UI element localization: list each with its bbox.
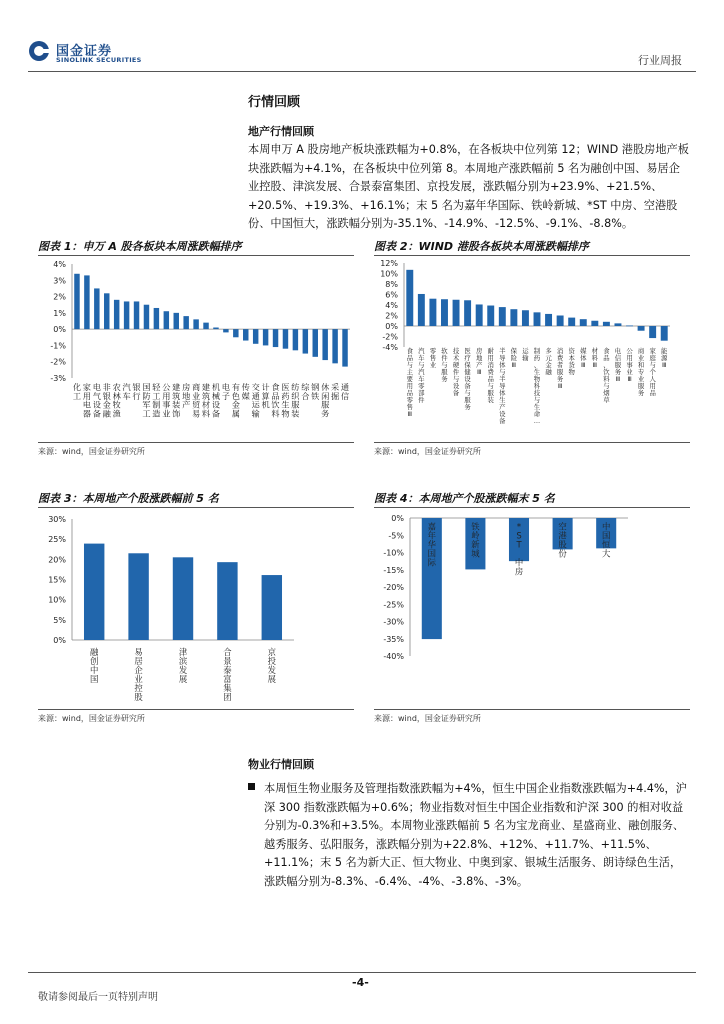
category-label: 机械设备 (211, 382, 221, 419)
bar (580, 319, 587, 326)
bar (94, 288, 99, 329)
subsection-title-services: 物业行情回顾 (248, 758, 314, 771)
category-label: 钢铁 (311, 382, 320, 401)
category-label: 软件与服务 (441, 347, 448, 383)
bar (193, 319, 198, 329)
y-tick-label: 25% (48, 535, 66, 545)
y-tick-label: 8% (385, 280, 398, 289)
bar (557, 316, 564, 327)
category-label: 非银金融 (102, 382, 111, 419)
category-label: 半导体与半导体生产设备 (499, 347, 506, 425)
bar (591, 321, 598, 326)
category-label: 家庭与个人用品 (649, 347, 656, 397)
category-label: 综合 (301, 382, 310, 401)
category-label: 能源 Ⅲ (661, 347, 668, 369)
bar (487, 306, 494, 326)
y-tick-label: 4% (53, 260, 66, 269)
category-label: 汽车 (122, 382, 131, 401)
category-label: 易居企业控股 (134, 647, 143, 702)
figure2-rule (374, 255, 690, 256)
category-label: 商业和专业服务 (637, 347, 645, 397)
bar (303, 329, 308, 353)
figure4-bottom-rule (374, 709, 690, 710)
brand-name-en: SINOLINK SECURITIES (56, 56, 142, 64)
y-tick-label: -25% (383, 600, 404, 610)
category-label: 融创中国 (90, 647, 99, 684)
bar (217, 562, 237, 640)
category-label: 制药、生物科技与生命… (533, 347, 541, 425)
figure1-title: 图表 1：申万 A 股各板块本周涨跌幅排序 (38, 240, 242, 253)
bar (164, 311, 169, 329)
category-label: 公用事业 (162, 382, 171, 419)
category-label: 运输 (522, 347, 529, 362)
figure2-source: 来源：wind，国金证券研究所 (374, 447, 481, 456)
bar (262, 575, 282, 640)
bar (510, 309, 517, 326)
category-label: 采掘 (331, 382, 340, 401)
bar (273, 329, 278, 347)
figure4-title: 图表 4：本周地产个股涨跌幅末 5 名 (374, 492, 555, 505)
bar (174, 313, 179, 329)
bar (124, 301, 129, 329)
bar (603, 322, 610, 326)
bar (464, 300, 471, 326)
y-tick-label: -3% (50, 374, 66, 383)
y-tick-label: 0% (53, 636, 66, 645)
bar (476, 304, 483, 326)
figure3-source: 来源：wind，国金证券研究所 (38, 714, 145, 723)
category-label: 食品、饮料与烟草 (603, 347, 610, 404)
category-label: 耐用消费品与服装 (487, 347, 494, 404)
bar (183, 316, 188, 329)
category-label: 商业贸易 (192, 382, 201, 419)
category-label: * S T 中房 (514, 521, 524, 577)
category-label: 保险 Ⅲ (510, 347, 518, 369)
bar (499, 307, 506, 326)
category-label: 通信 (340, 382, 350, 401)
category-label: 交通运输 (251, 382, 260, 419)
section-title: 行情回顾 (248, 95, 301, 110)
category-label: 医药生物 (281, 382, 290, 419)
footer-disclaimer: 敬请参阅最后一页特别声明 (38, 992, 158, 1003)
y-tick-label: -35% (383, 634, 404, 644)
bar (418, 294, 425, 326)
category-label: 休闲服务 (321, 382, 330, 419)
y-tick-label: -15% (383, 565, 404, 575)
bar (522, 310, 529, 326)
category-label: 计算机 (261, 382, 270, 410)
bar (293, 329, 298, 350)
y-tick-label: 15% (48, 575, 66, 585)
category-label: 电子 (221, 382, 230, 401)
bar (626, 325, 633, 326)
category-label: 食品饮料 (271, 382, 280, 419)
category-label: 有色金属 (231, 382, 240, 419)
chart-sw-a-share-sectors (38, 258, 354, 440)
figure4-rule (374, 507, 690, 508)
y-tick-label: 30% (48, 515, 66, 524)
bar (342, 329, 347, 366)
category-label: 铁岭新城 (471, 521, 480, 559)
category-label: 医疗保健设备与服务 (464, 347, 471, 411)
bar (649, 326, 656, 338)
y-tick-label: 2% (53, 292, 66, 302)
category-label: 房地产 Ⅲ (475, 347, 483, 376)
chart-bottom5-stocks (374, 510, 690, 708)
bar (263, 329, 268, 345)
bar (322, 329, 327, 360)
y-tick-label: 4% (385, 301, 398, 310)
bar (134, 301, 139, 329)
y-tick-label: -20% (383, 583, 404, 592)
figure3-bottom-rule (38, 709, 354, 710)
y-tick-label: 12% (380, 259, 398, 268)
brand-logo-icon (28, 40, 50, 62)
figure4-source: 来源：wind，国金证券研究所 (374, 714, 481, 723)
page-number: -4- (352, 976, 369, 989)
category-label: 资本货物 (568, 347, 575, 376)
y-tick-label: -2% (50, 357, 66, 367)
category-label: 传媒 (241, 382, 250, 401)
y-tick-label: 0% (53, 325, 66, 335)
bar (84, 544, 104, 640)
figure2-bottom-rule (374, 442, 690, 443)
bar (545, 314, 552, 326)
figure2-title: 图表 2：WIND 港股各板块本周涨跌幅排序 (374, 240, 589, 253)
category-label: 房地产 (182, 382, 191, 410)
y-tick-label: 10% (48, 595, 66, 605)
category-label: 多元金融 (545, 347, 552, 376)
bar (614, 323, 621, 326)
bar (243, 329, 248, 340)
bar (74, 274, 79, 329)
bar (203, 323, 208, 330)
category-label: 汽车与汽车零部件 (418, 347, 425, 404)
category-label: 建筑装饰 (172, 382, 181, 419)
y-tick-label: 20% (48, 555, 66, 565)
footer-divider (28, 972, 696, 973)
category-label: 京投发展 (267, 647, 276, 684)
category-label: 银行 (132, 382, 141, 401)
category-label: 零售业 (429, 347, 437, 369)
y-tick-label: 2% (385, 311, 398, 321)
bar (638, 326, 645, 331)
category-label: 化工 (72, 382, 82, 401)
brand-name-cn: 国金证券 (56, 44, 113, 59)
category-label: 空港股份 (558, 521, 567, 559)
category-label: 国防军工 (142, 382, 151, 419)
header-divider (28, 71, 696, 72)
category-label: 中国恒大 (602, 521, 611, 559)
bar (213, 328, 218, 330)
y-tick-label: 1% (53, 308, 66, 318)
category-label: 合景泰富集团 (223, 647, 232, 702)
bar (233, 329, 238, 337)
y-tick-label: -10% (383, 548, 404, 558)
category-label: 技术硬件与设备 (452, 347, 460, 397)
figure3-rule (38, 507, 354, 508)
figure1-source: 来源：wind，国金证券研究所 (38, 447, 145, 456)
figure3-title: 图表 3：本周地产个股涨跌幅前 5 名 (38, 492, 219, 505)
bar (144, 305, 149, 329)
bar (661, 326, 668, 341)
bar (332, 329, 337, 363)
bar (534, 312, 541, 326)
chart-top5-stocks (38, 510, 354, 708)
y-tick-label: 5% (53, 615, 66, 625)
y-tick-label: 0% (385, 322, 398, 331)
category-label: 电信服务 Ⅲ (614, 347, 622, 383)
category-label: 津滨发展 (178, 647, 188, 684)
category-label: 家用电器 (82, 382, 91, 419)
bar (223, 329, 228, 332)
chart-wind-hk-sectors (374, 258, 690, 440)
bar (406, 270, 413, 326)
y-tick-label: 10% (380, 269, 398, 279)
category-label: 电气设备 (92, 382, 101, 419)
bar (429, 299, 436, 326)
category-label: 消费者服务 Ⅲ (556, 347, 564, 390)
y-tick-label: 6% (385, 290, 398, 300)
y-tick-label: -1% (50, 341, 66, 351)
y-tick-label: -2% (382, 332, 398, 342)
category-label: 轻工制造 (152, 382, 161, 419)
category-label: 食品与主要用品零售 Ⅲ (406, 347, 413, 418)
bar (154, 308, 159, 329)
bar (441, 299, 448, 326)
y-tick-label: 3% (53, 276, 66, 286)
category-label: 公用事业 Ⅲ (626, 347, 633, 383)
subsection-title-property: 地产行情回顾 (248, 125, 314, 138)
figure1-bottom-rule (38, 442, 354, 443)
bar (253, 329, 258, 344)
y-tick-label: 0% (391, 514, 404, 523)
y-tick-label: -30% (383, 617, 404, 627)
y-tick-label: -5% (388, 531, 404, 541)
bar (128, 553, 148, 640)
services-review-paragraph: 本周恒生物业服务及管理指数涨跌幅为+4%，恒生中国企业指数涨跌幅为+4.4%，沪深 300 指数涨跌幅为+0.6%；物业指数对恒生中国企业指数和沪深 300 的相对收益分别为-0.3%和+3.5%。本周物业涨跌幅前 5 名为宝龙商业、星盛商业、融创服务、越秀服务、弘阳服务，涨跌幅分别为+22.8%、+12%、+11.7%、+11.5%、+11.1%；末 5 名为新大正、恒大物业、中奥到家、银城生活服务、朗诗绿色生活，涨跌幅分别为-8.3%、-6.4%、-4%、-3.8%、-3%。 (264, 782, 687, 888)
category-label: 材料 Ⅲ (591, 347, 599, 369)
bar (173, 557, 193, 640)
property-review-paragraph: 本周申万 A 股房地产板块涨跌幅为+0.8%，在各板块中位列第 12；WIND 港股房地产板块涨跌幅为+4.1%，在各板块中位列第 8。本周地产涨跌幅前 5 名为融创中国、易居企业控股、津滨发展、合景泰富集团、京投发展，涨跌幅分别为+23.9%、+21.5%、+20.5%、+19.3%、+16.1%；末 5 名为嘉年华国际、铁岭新城、*ST 中房、空港股份、中国恒大，涨跌幅分别为-35.1%、-14.9%、-12.5%、-9.1%、-8.8%。 (248, 143, 689, 231)
bar (568, 318, 575, 326)
bar (84, 275, 89, 329)
bar (453, 300, 460, 326)
category-label: 媒体 Ⅲ (580, 347, 587, 369)
category-label: 嘉年华国际 (427, 521, 436, 568)
y-tick-label: -4% (382, 343, 398, 352)
y-tick-label: -40% (383, 652, 404, 661)
category-label: 建筑材料 (201, 382, 211, 419)
bar (104, 293, 109, 329)
figure1-rule (38, 255, 354, 256)
report-type: 行业周报 (638, 54, 682, 67)
category-label: 农林牧渔 (112, 382, 121, 419)
bar (313, 329, 318, 357)
bar (283, 329, 288, 349)
category-label: 纺织服装 (291, 382, 300, 419)
bar (114, 300, 119, 329)
bullet-square-icon (248, 783, 255, 790)
